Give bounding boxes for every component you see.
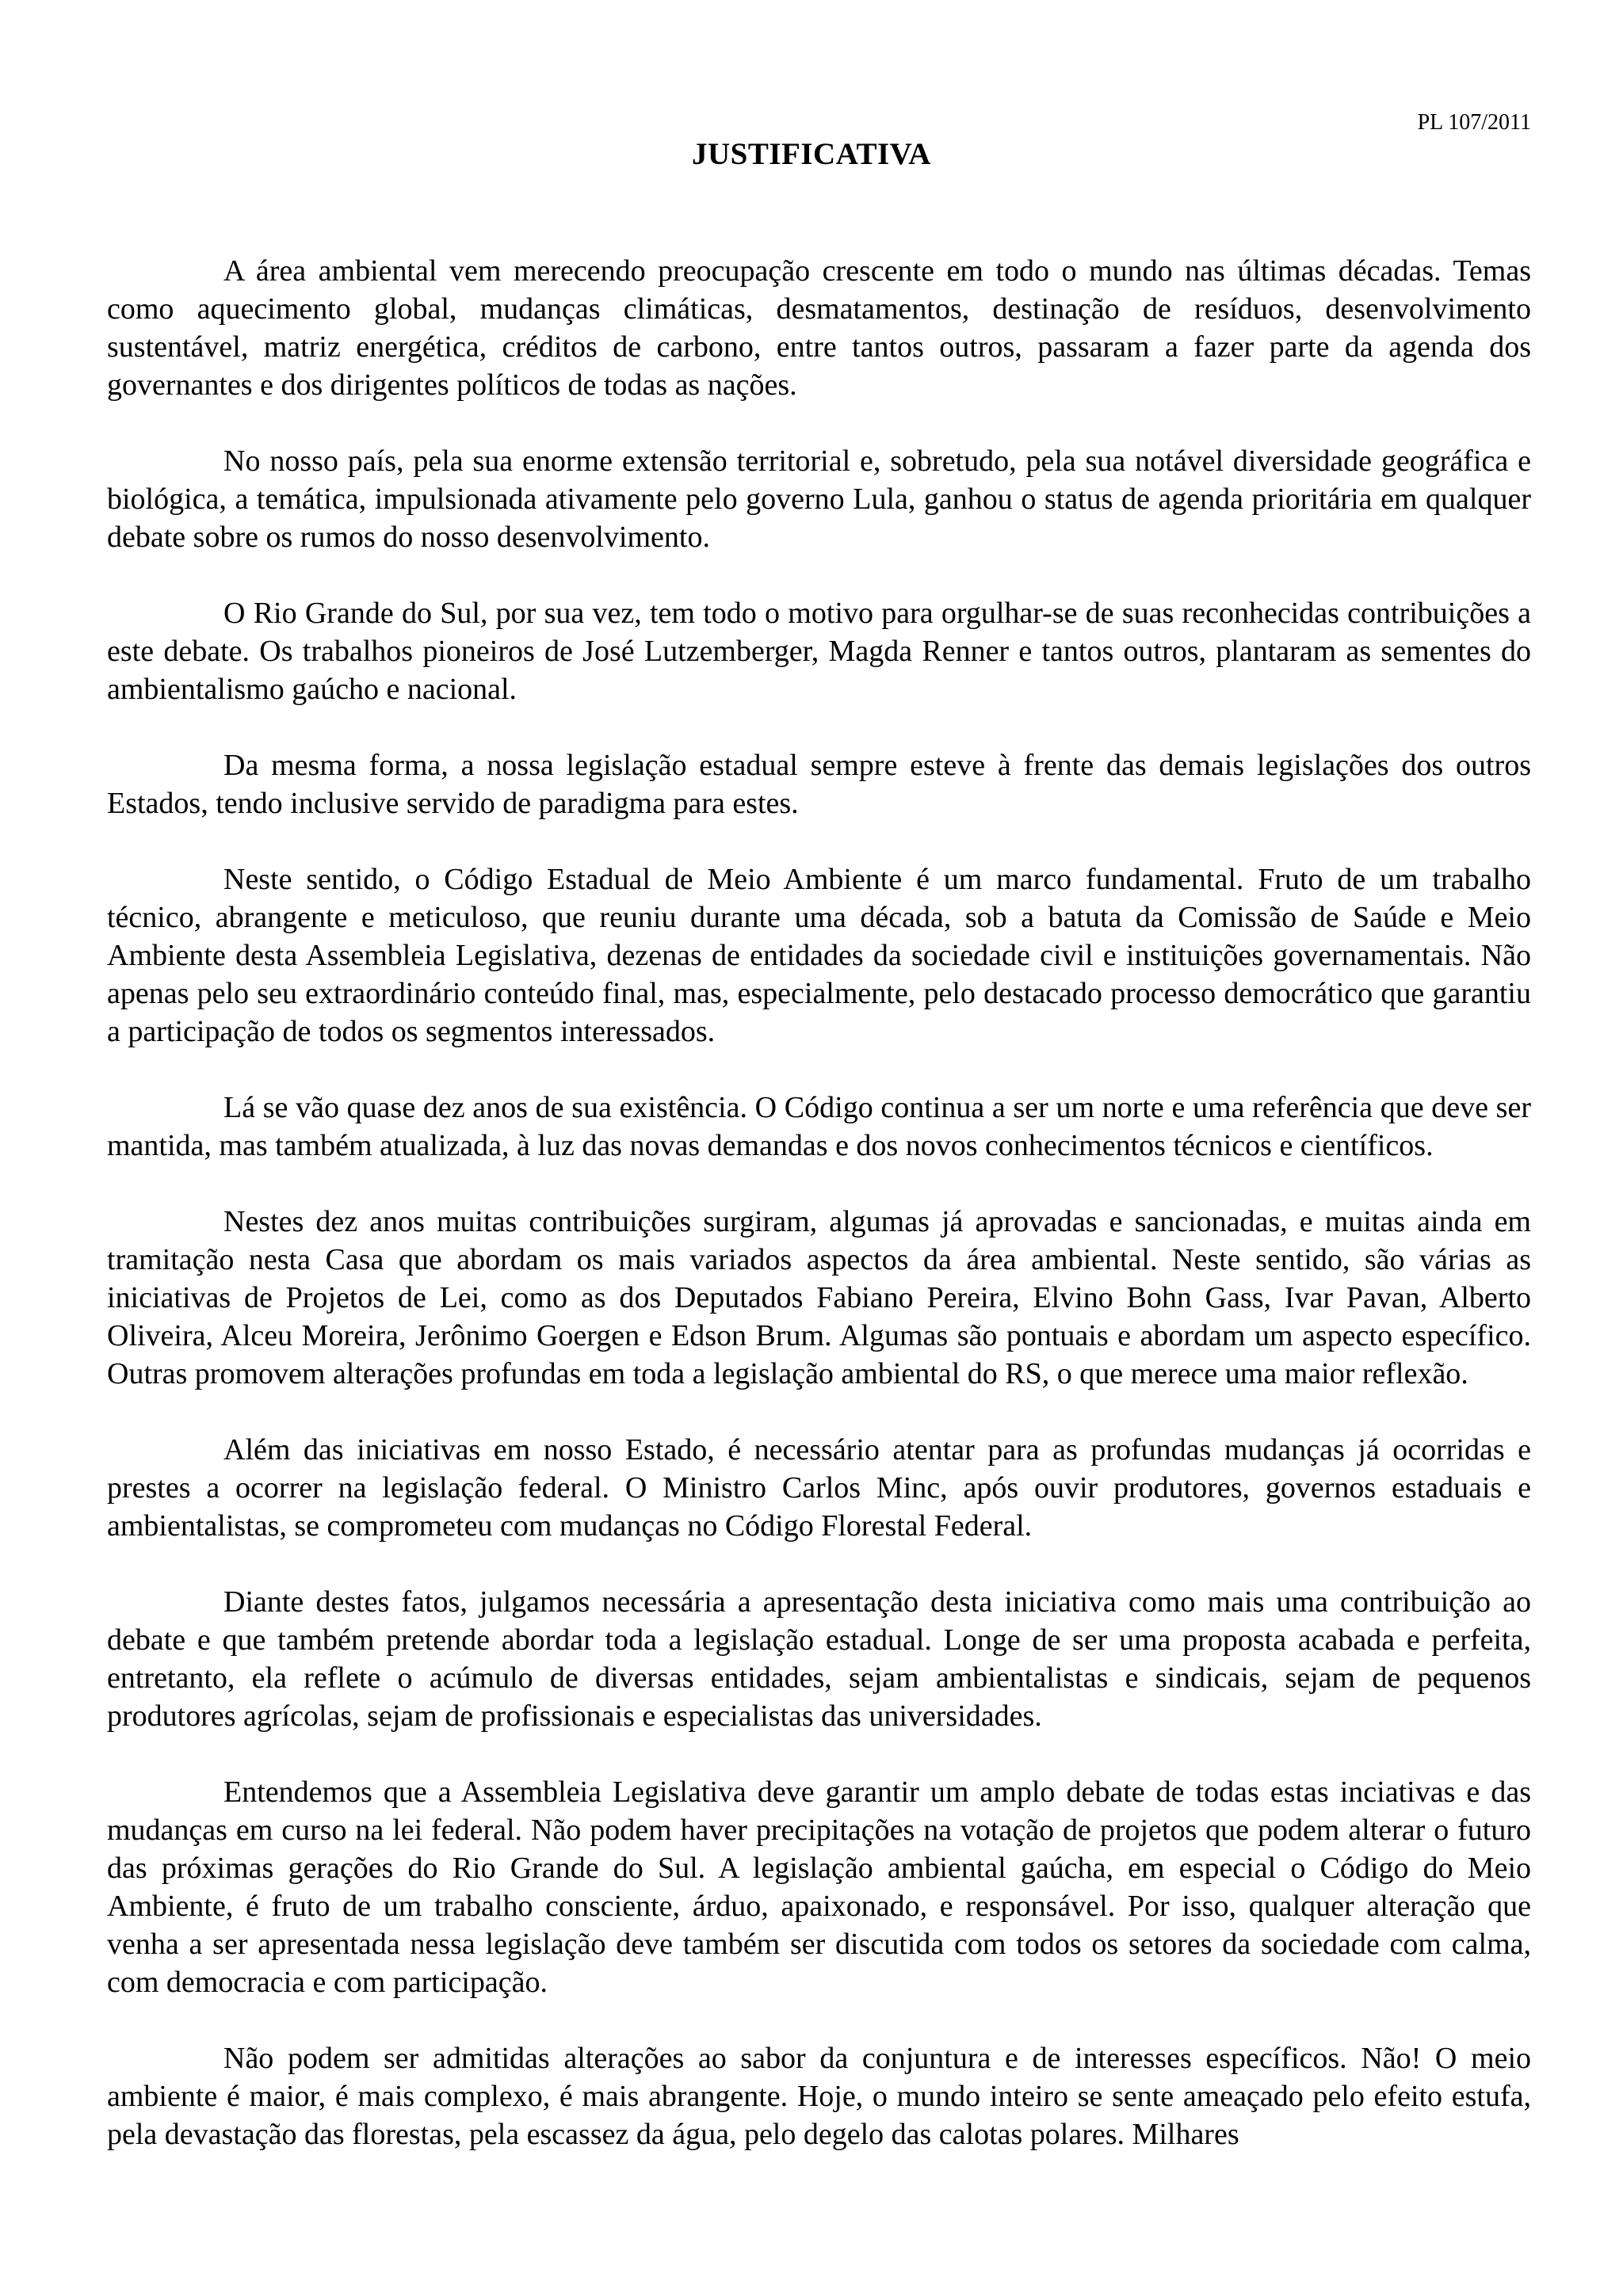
paragraph-11: Não podem ser admitidas alterações ao sabor da conjuntura e de interesses específicos. Não! O meio ambiente é maior, é mais complexo, é mais abrangente. Hoje, o mundo inteiro se sente ameaçado pelo efeito estufa, pela devastação das florestas, pela escassez da água, pelo degelo das calotas polares. Milhares <box>107 2042 1531 2151</box>
paragraph-1: A área ambiental vem merecendo preocupação crescente em todo o mundo nas últimas décadas. Temas como aquecimento global, mudanças climáticas, desmatamentos, destinação de resíduos, desenvolvimento sustentável, matriz energética, créditos de carbono, entre tantos outros, passaram a fazer parte da agenda dos governantes e dos dirigentes políticos de todas as nações. <box>107 254 1531 402</box>
paragraph-2: No nosso país, pela sua enorme extensão territorial e, sobretudo, pela sua notável diversidade geográfica e biológica, a temática, impulsionada ativamente pelo governo Lula, ganhou o status de agenda prioritária em qualquer debate sobre os rumos do nosso desenvolvimento. <box>107 444 1531 554</box>
paragraph-10: Entendemos que a Assembleia Legislativa deve garantir um amplo debate de todas estas inciativas e das mudanças em curso na lei federal. Não podem haver precipitações na votação de projetos que podem alterar o futuro das próximas gerações do Rio Grande do Sul. A legislação ambiental gaúcha, em especial o Código do Meio Ambiente, é fruto de um trabalho consciente, árduo, apaixonado, e responsável. Por isso, qualquer alteração que venha a ser apresentada nessa legislação deve também ser discutida com todos os setores da sociedade com calma, com democracia e com participação. <box>107 1775 1531 1999</box>
paragraph-8: Além das iniciativas em nosso Estado, é necessário atentar para as profundas mudanças já ocorridas e prestes a ocorrer na legislação federal. O Ministro Carlos Minc, após ouvir produtores, governos estaduais e ambientalistas, se comprometeu com mudanças no Código Florestal Federal. <box>107 1433 1531 1543</box>
paragraph-3: O Rio Grande do Sul, por sua vez, tem todo o motivo para orgulhar-se de suas reconhecidas contribuições a este debate. Os trabalhos pioneiros de José Lutzemberger, Magda Renner e tantos outros, plantaram as sementes do ambientalismo gaúcho e nacional. <box>107 597 1531 706</box>
document-title: JUSTIFICATIVA <box>692 137 931 171</box>
document-body <box>107 252 1531 2191</box>
paragraph-4: Da mesma forma, a nossa legislação estadual sempre esteve à frente das demais legislações dos outros Estados, tendo inclusive servido de paradigma para estes. <box>107 749 1531 820</box>
paragraph-6: Lá se vão quase dez anos de sua existência. O Código continua a ser um norte e uma referência que deve ser mantida, mas também atualizada, à luz das novas demandas e dos novos conhecimentos técnicos e científicos. <box>107 1091 1531 1162</box>
document-reference: PL 107/2011 <box>1417 110 1531 135</box>
paragraph-9: Diante destes fatos, julgamos necessária a apresentação desta iniciativa como mais uma contribuição ao debate e que também pretende abordar toda a legislação estadual. Longe de ser uma proposta acabada e perfeita, entretanto, ela reflete o acúmulo de diversas entidades, sejam ambientalistas e sindicais, sejam de pequenos produtores agrícolas, sejam de profissionais e especialistas das universidades. <box>107 1585 1531 1733</box>
paragraph-7: Nestes dez anos muitas contribuições surgiram, algumas já aprovadas e sancionadas, e muitas ainda em tramitação nesta Casa que abordam os mais variados aspectos da área ambiental. Neste sentido, são várias as iniciativas de Projetos de Lei, como as dos Deputados Fabiano Pereira, Elvino Bohn Gass, Ivar Pavan, Alberto Oliveira, Alceu Moreira, Jerônimo Goergen e Edson Brum. Algumas são pontuais e abordam um aspecto específico. Outras promovem alterações profundas em toda a legislação ambiental do RS, o que merece uma maior reflexão. <box>107 1205 1531 1390</box>
paragraph-5: Neste sentido, o Código Estadual de Meio Ambiente é um marco fundamental. Fruto de um trabalho técnico, abrangente e meticuloso, que reuniu durante uma década, sob a batuta da Comissão de Saúde e Meio Ambiente desta Assembleia Legislativa, dezenas de entidades da sociedade civil e instituições governamentais. Não apenas pelo seu extraordinário conteúdo final, mas, especialmente, pelo destacado processo democrático que garantiu a participação de todos os segmentos interessados. <box>107 863 1531 1048</box>
